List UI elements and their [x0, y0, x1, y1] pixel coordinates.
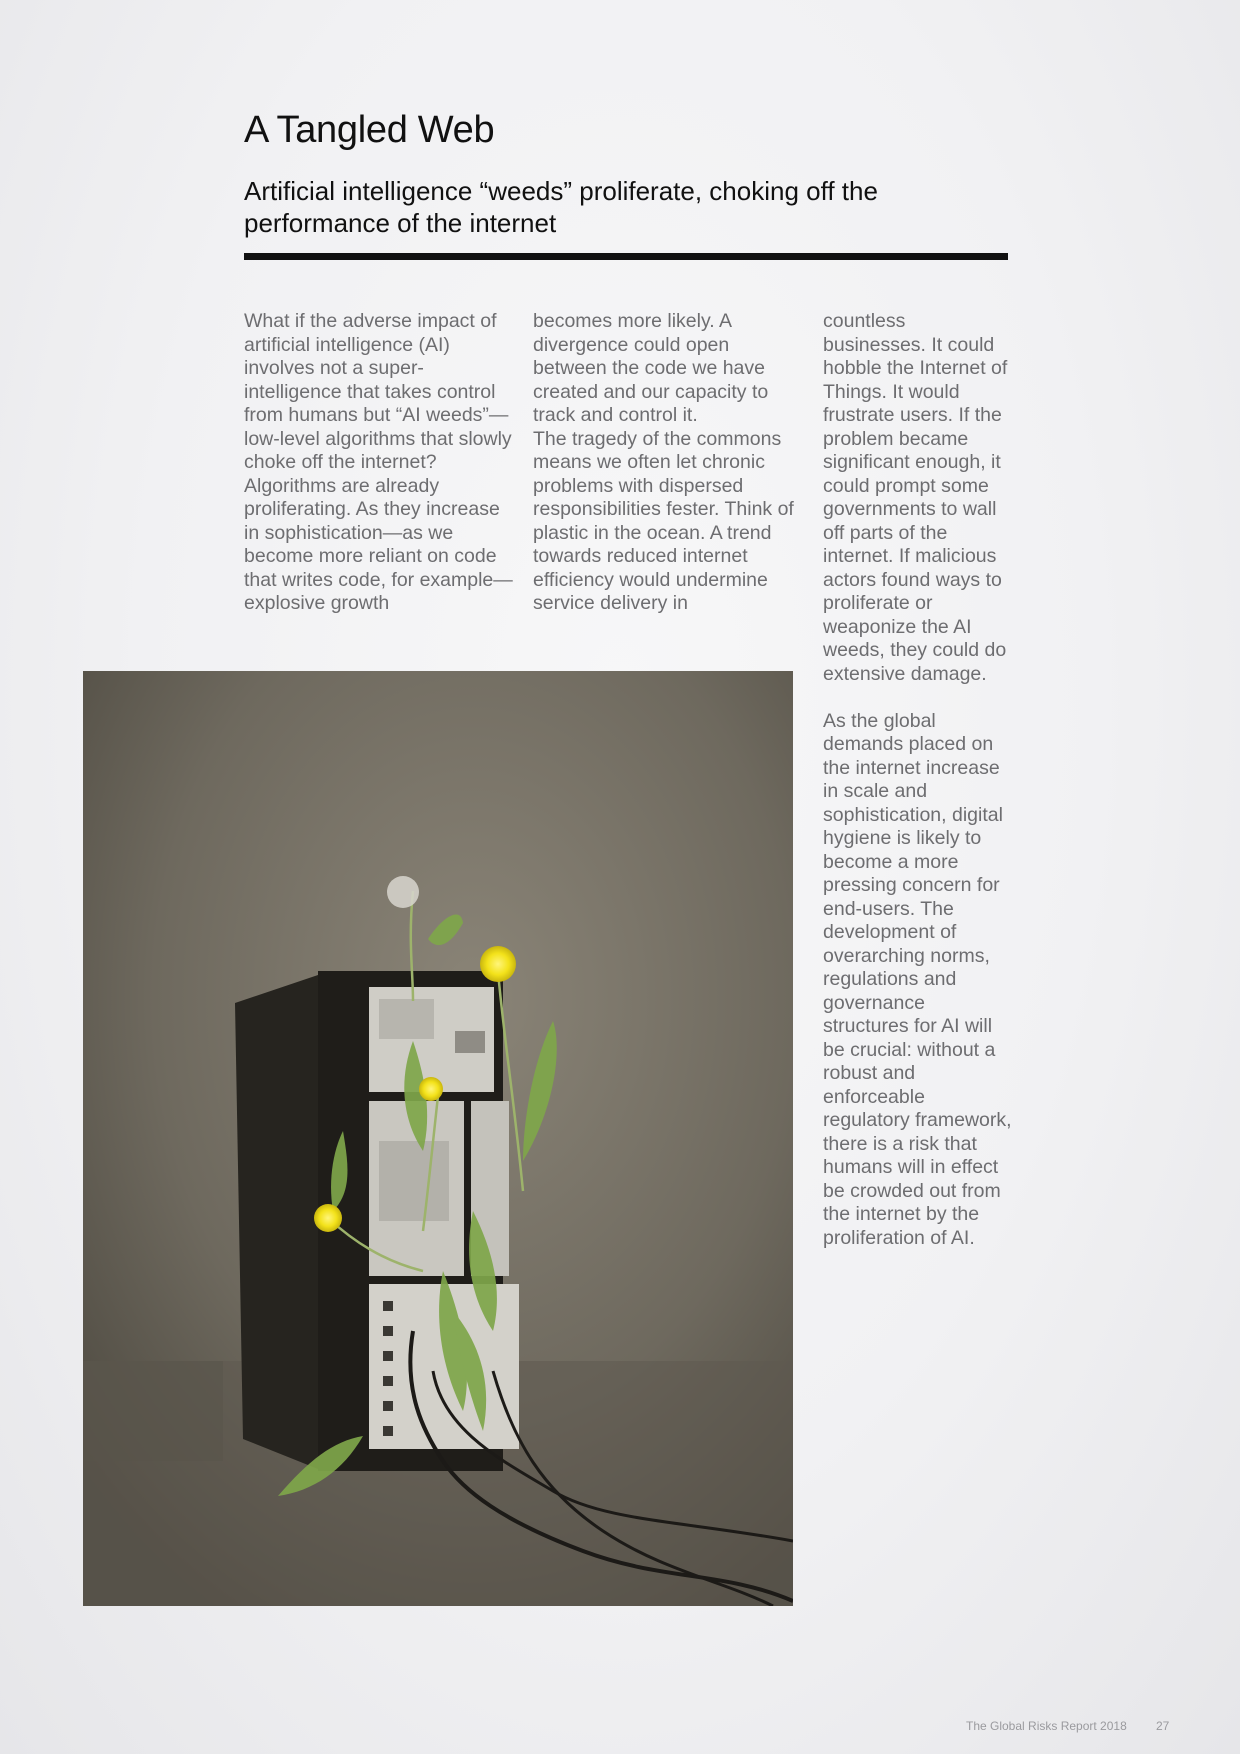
paragraph: countless businesses. It could hobble the Internet of Things. It would frustrate users. If the problem became significant enough, it could prompt some governments to wall off parts of the internet. If malicious actors found ways to proliferate or weaponize the AI weeds, they could do extensive damage.	[823, 310, 1008, 685]
page-subtitle: Artificial intelligence “weeds” proliferate, choking off the performance of the internet	[244, 176, 878, 238]
paragraph: The tragedy of the commons means we often let chronic problems with dispersed responsibilities fester. Think of plastic in the ocean. A trend towards reduced internet efficiency would undermine service delivery in	[533, 427, 794, 614]
text-column-2	[533, 310, 803, 616]
page-title: A Tangled Web	[244, 109, 495, 151]
title-divider	[244, 253, 1008, 260]
paragraph: becomes more likely. A divergence could open between the code we have created and our capacity to track and control it.	[533, 310, 769, 426]
footer-page-number: 27	[1156, 1719, 1170, 1733]
footer-report-title: The Global Risks Report 2018	[966, 1719, 1127, 1733]
paragraph: As the global demands placed on the internet increase in scale and sophistication, digital hygiene is likely to become a more pressing concern for end-users. The development of overarching norms, regulations and governance structures for AI will be crucial: without a robust and enforceable regulatory framework, there is a risk that humans will in effect be crowded out from the internet by the proliferation of AI.	[823, 709, 1012, 1249]
paragraph: What if the adverse impact of artificial intelligence (AI) involves not a super-intelligence that takes control from humans but “AI weeds”—low-level algorithms that slowly choke off the internet? Algorithms are already proliferating. As they increase in sophistication—as we become more reliant on code that writes code, for example—explosive growth	[244, 310, 513, 614]
text-column-3	[823, 310, 1013, 1250]
text-column-1	[244, 310, 514, 616]
server-dandelion-illustration	[83, 671, 793, 1606]
